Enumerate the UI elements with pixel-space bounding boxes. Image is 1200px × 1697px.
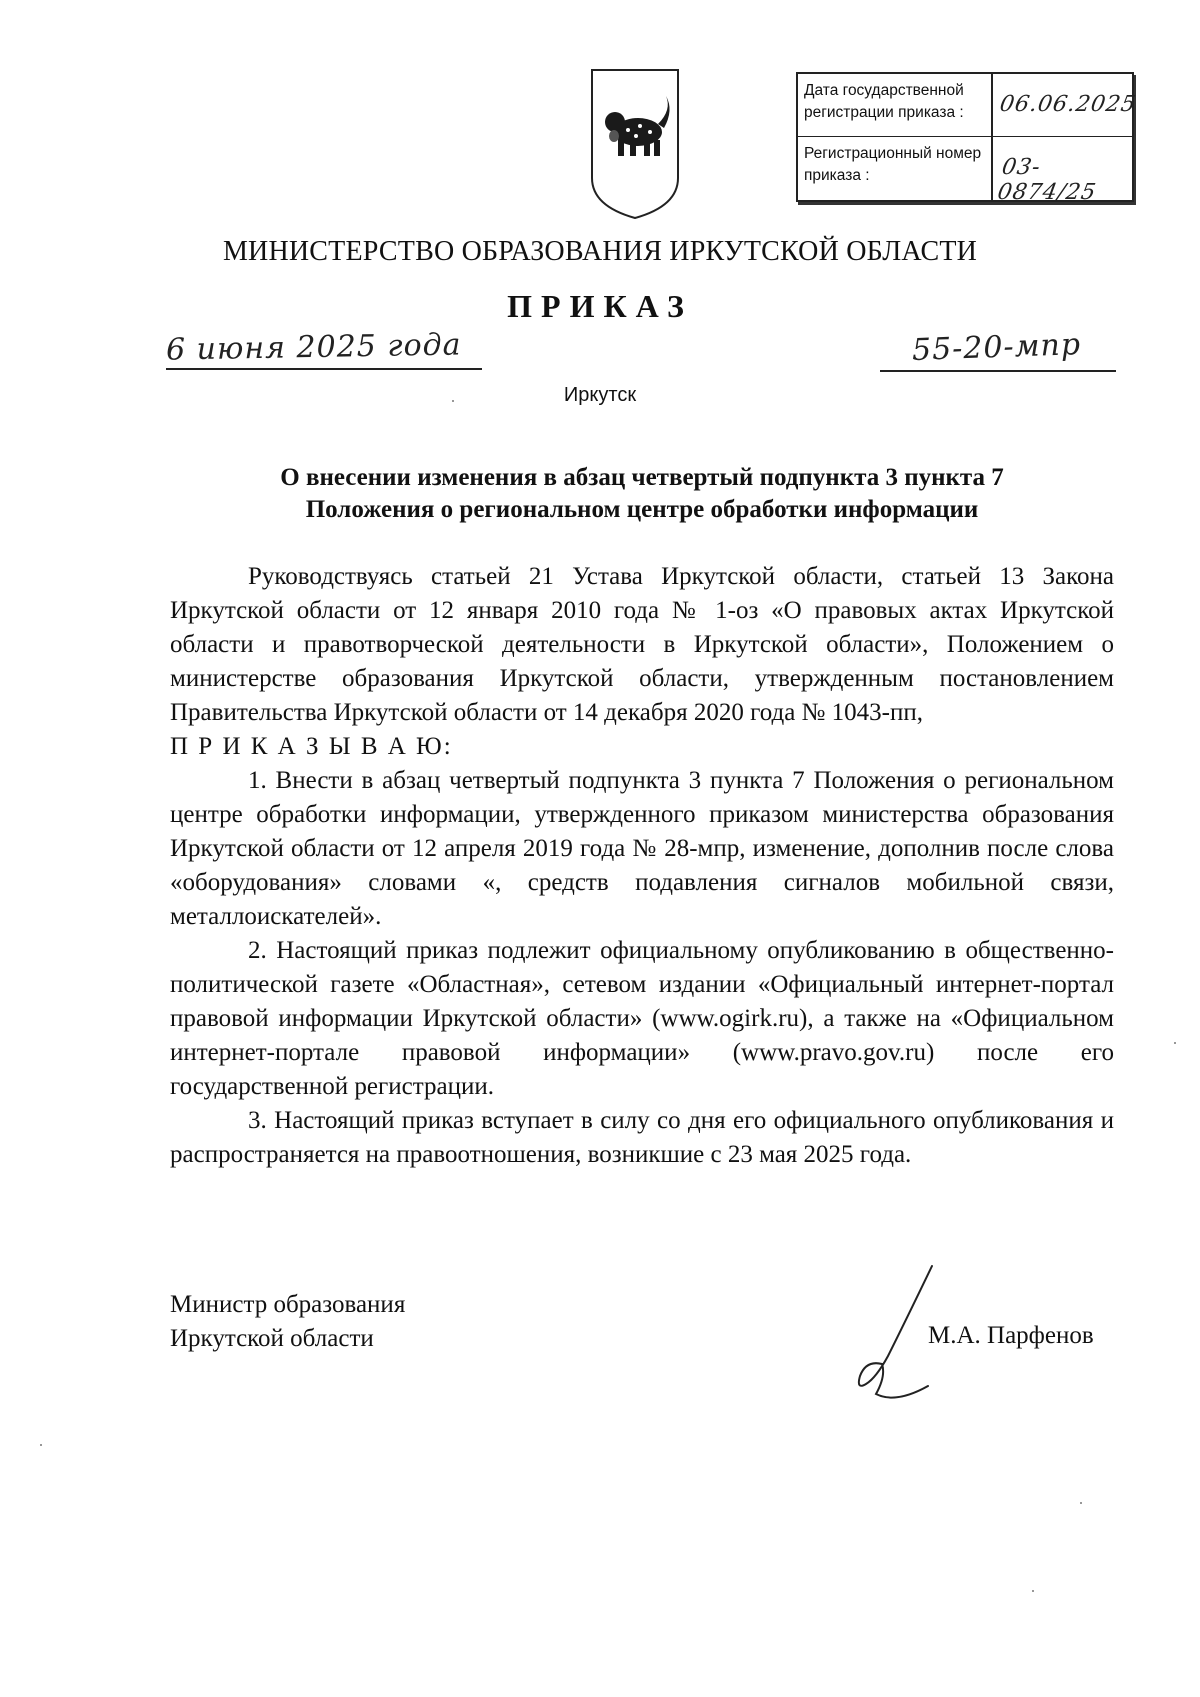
stamp-divider xyxy=(991,74,993,200)
date-underline xyxy=(166,368,482,370)
position-line-1: Министр образования xyxy=(170,1291,406,1318)
order-date: 6 июня 2025 года xyxy=(165,327,462,368)
position-line-2: Иркутской области xyxy=(170,1325,374,1352)
registration-number-label: Регистрационный номер приказа : xyxy=(804,145,982,184)
registration-number-value: 03-0874/25 xyxy=(995,155,1099,205)
preamble-paragraph: Руководствуясь статьей 21 Устава Иркутской области, статьей 13 Закона Иркутской области от 12 января 2010 года № 1-оз «О правовых актах Иркутской области и правотворческой деятельности в Иркутской области», Положением о министерстве образования Иркутской области, утвержденным постановлением Правительства Иркутской области от 14 декабря 2020 года № 1043-пп, xyxy=(170,563,1114,726)
registration-date-value: 06.06.2025 xyxy=(997,92,1139,117)
registration-date-row xyxy=(798,74,1139,137)
order-number: 55-20-мпр xyxy=(911,327,1082,368)
coat-of-arms-icon xyxy=(588,66,682,222)
signatory-name: М.А. Парфенов xyxy=(928,1322,1094,1349)
ministry-name: МИНИСТЕРСТВО ОБРАЗОВАНИЯ ИРКУТСКОЙ ОБЛАСТИ xyxy=(222,236,978,267)
item-1-paragraph: 1. Внести в абзац четвертый подпункта 3 пункта 7 Положения о региональном центре обработки информации, утвержденного приказом министерства образования Иркутской области от 12 апреля 2019 года № 28-мпр, изменение, дополнив после слова «оборудования» словами «, средств подавления сигналов мобильной связи, металлоискателей». xyxy=(170,767,1114,930)
item-3-paragraph: 3. Настоящий приказ вступает в силу со дня его официального опубликования и распространяется на правоотношения, возникшие с 23 мая 2025 года. xyxy=(170,1107,1114,1168)
registration-date-label: Дата государственной регистрации приказа : xyxy=(804,82,964,121)
number-underline xyxy=(880,370,1116,372)
order-word: П Р И К А З Ы В А Ю: xyxy=(170,733,453,760)
document-type: ПРИКАЗ xyxy=(507,288,693,324)
title-line-2: Положения о региональном центре обработки информации xyxy=(305,496,979,523)
document-title xyxy=(170,462,1114,526)
title-line-1: О внесении изменения в абзац четвертый подпункта 3 пункта 7 xyxy=(280,464,1004,491)
registration-number-row xyxy=(798,137,1132,205)
registration-stamp xyxy=(796,72,1139,205)
item-2-paragraph: 2. Настоящий приказ подлежит официальному опубликованию в общественно-политической газете «Областная», сетевом издании «Официальный интернет-портал правовой информации Иркутской области» (www.ogirk.ru), а также на «Официальном интернет-портале правовой информации» (www.pravo.gov.ru) после его государственной регистрации. xyxy=(170,937,1114,1100)
document-body xyxy=(170,560,1114,1172)
signatory-position xyxy=(170,1288,405,1356)
city: Иркутск xyxy=(563,384,637,406)
